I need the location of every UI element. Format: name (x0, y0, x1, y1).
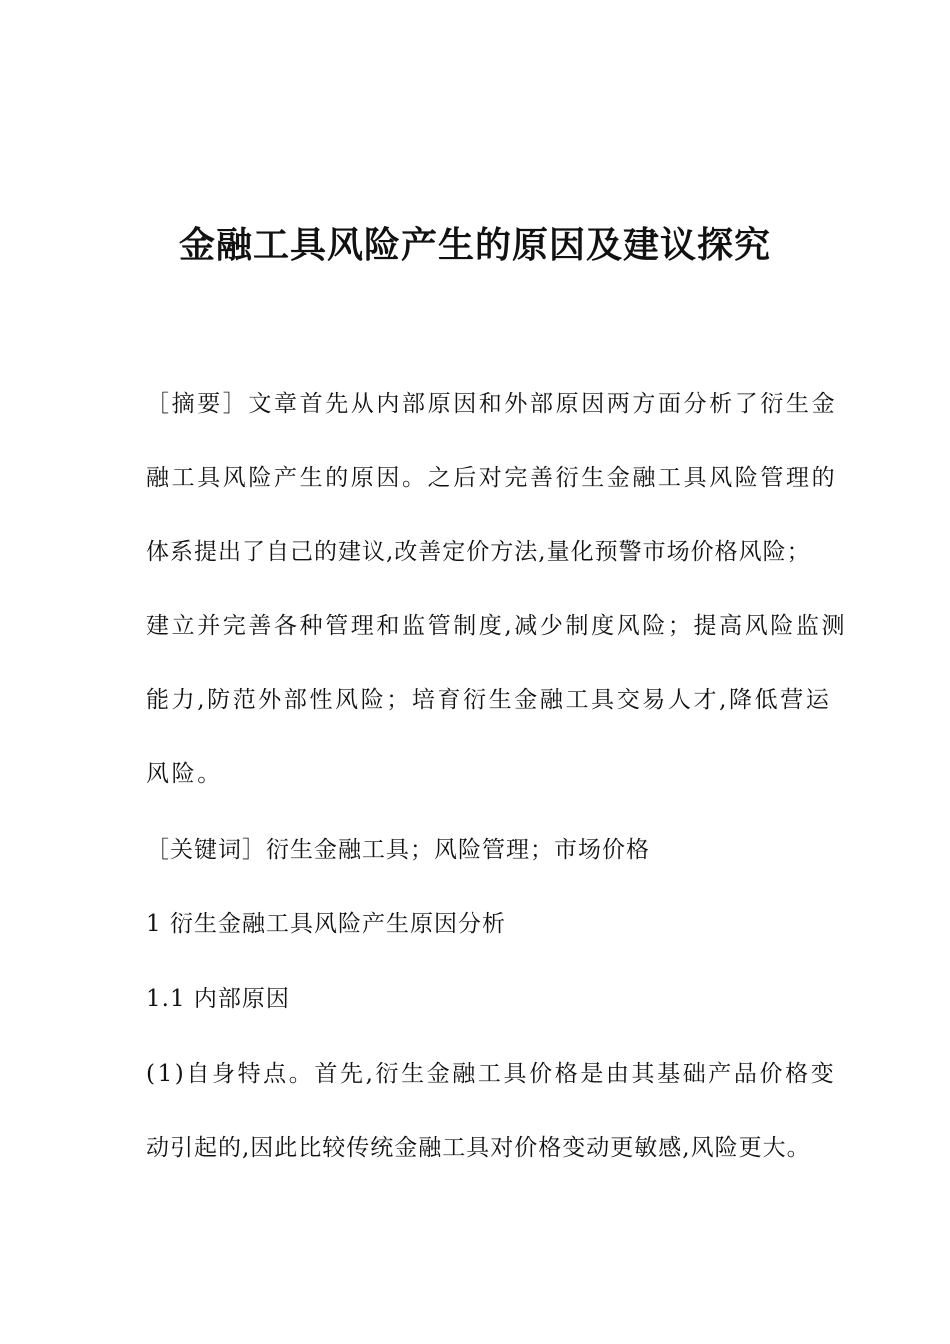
abstract-line-5: 能力,防范外部性风险；培育衍生金融工具交易人才,降低营运 (146, 687, 832, 713)
document-title: 金融工具风险产生的原因及建议探究 (178, 225, 771, 266)
keywords-line: ［关键词］衍生金融工具；风险管理；市场价格 (146, 837, 650, 863)
section-1-1-heading: 1.1 内部原因 (146, 986, 290, 1012)
abstract-line-3: 体系提出了自己的建议,改善定价方法,量化预警市场价格风险； (146, 539, 811, 565)
abstract-line-6: 风险。 (146, 761, 223, 787)
paragraph-1-line-2: 动引起的,因此比较传统金融工具对价格变动更敏感,风险更大。 (146, 1135, 811, 1161)
abstract-line-1: ［摘要］文章首先从内部原因和外部原因两方面分析了衍生金 (146, 391, 838, 417)
abstract-line-2: 融工具风险产生的原因。之后对完善衍生金融工具风险管理的 (146, 465, 838, 491)
abstract-line-4: 建立并完善各种管理和监管制度,减少制度风险；提高风险监测 (146, 613, 848, 639)
paragraph-1-line-1: (1)自身特点。首先,衍生金融工具价格是由其基础产品价格变 (146, 1061, 837, 1087)
section-1-heading: 1 衍生金融工具风险产生原因分析 (146, 911, 506, 937)
